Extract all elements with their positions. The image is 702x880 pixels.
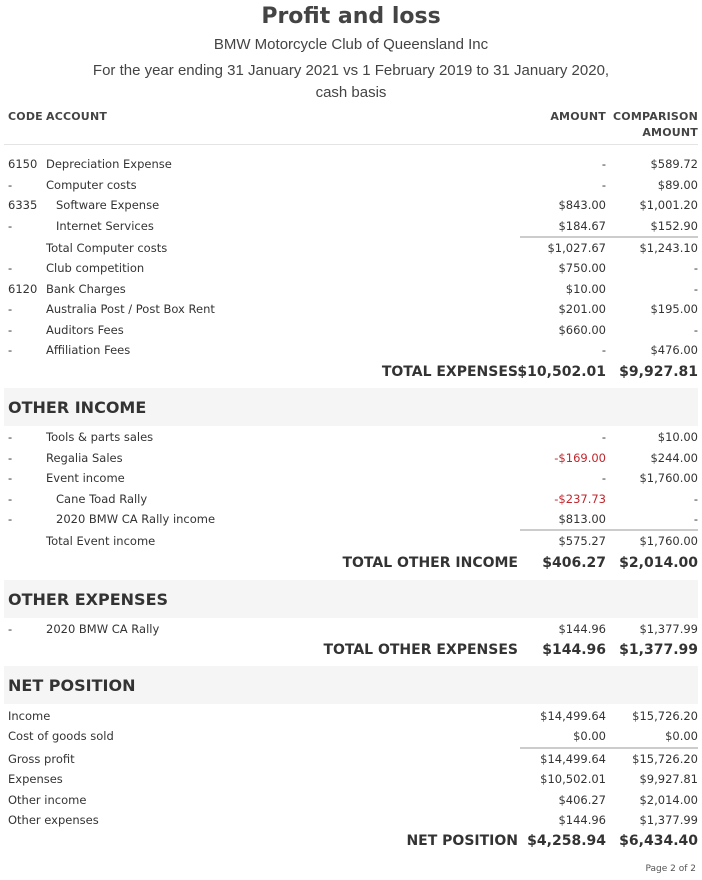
row-code: - (8, 261, 13, 275)
row-comparison: $244.00 (650, 451, 698, 465)
row-account: Depreciation Expense (46, 157, 172, 171)
row-comparison: $589.72 (650, 157, 698, 171)
row-amount: $660.00 (558, 323, 606, 337)
row-amount: -$169.00 (554, 451, 606, 465)
table-row (0, 468, 702, 488)
row-amount: $144.96 (558, 813, 606, 827)
row-amount: - (601, 343, 606, 357)
table-row (0, 790, 702, 810)
report-period: For the year ending 31 January 2021 vs 1 February 2019 to 31 January 2020, (92, 62, 610, 79)
row-comparison: $89.00 (657, 178, 698, 192)
table-row (0, 320, 702, 340)
row-amount: - (601, 471, 606, 485)
row-comparison: - (693, 492, 698, 506)
column-header-comparison-amount: AMOUNT (642, 126, 698, 139)
row-amount: $0.00 (573, 729, 606, 743)
row-amount: $406.27 (558, 793, 606, 807)
row-amount: $10.00 (565, 282, 606, 296)
row-comparison: $195.00 (650, 302, 698, 316)
section-net-position (4, 666, 698, 704)
column-header-comparison: COMPARISON (613, 110, 698, 123)
row-amount: $184.67 (558, 219, 606, 233)
row-code: - (8, 323, 13, 337)
row-comparison: - (693, 512, 698, 526)
total-other-expenses-comparison: $1,377.99 (619, 642, 698, 658)
table-row (0, 810, 702, 830)
table-row (0, 340, 702, 360)
row-comparison: $10.00 (657, 430, 698, 444)
row-account: Other income (8, 793, 87, 807)
row-code: - (8, 492, 13, 506)
net-position-comparison: $6,434.40 (619, 833, 698, 849)
report-basis: cash basis (315, 84, 387, 101)
row-amount: $813.00 (558, 512, 606, 526)
net-position-amount: $4,258.94 (527, 833, 606, 849)
row-comparison: $2,014.00 (639, 793, 698, 807)
table-row (0, 195, 702, 215)
row-account: Auditors Fees (46, 323, 124, 337)
row-account: Event income (46, 471, 125, 485)
row-account: 2020 BMW CA Rally income (56, 512, 216, 526)
page-number: Page 2 of 2 (645, 864, 696, 874)
table-row (0, 258, 702, 278)
total-expenses-label: TOTAL EXPENSES (381, 364, 518, 380)
section-heading: NET POSITION (8, 676, 136, 695)
row-account: Software Expense (56, 198, 160, 212)
row-comparison: $1,377.99 (639, 622, 698, 636)
row-comparison: $0.00 (665, 729, 698, 743)
table-row (0, 749, 702, 769)
row-code: 6120 (8, 282, 38, 296)
row-account: Club competition (46, 261, 145, 275)
row-account: Bank Charges (46, 282, 126, 296)
column-header-amount: AMOUNT (550, 110, 606, 123)
total-expenses-comparison: $9,927.81 (619, 364, 698, 380)
row-account: Cost of goods sold (8, 729, 114, 743)
row-account: Affiliation Fees (46, 343, 131, 357)
row-code: - (8, 512, 13, 526)
row-amount: - (601, 430, 606, 444)
row-code: - (8, 219, 13, 233)
subtotal-row (0, 531, 702, 551)
row-comparison: - (693, 261, 698, 275)
table-row (0, 769, 702, 789)
row-comparison: $152.90 (650, 219, 698, 233)
total-other-income-comparison: $2,014.00 (619, 555, 698, 571)
row-code: - (8, 178, 13, 192)
column-header-code: CODE (8, 110, 43, 123)
row-amount: $10,502.01 (540, 772, 606, 786)
row-amount: $201.00 (558, 302, 606, 316)
row-comparison: $15,726.20 (632, 709, 698, 723)
total-other-expenses-amount: $144.96 (542, 642, 606, 658)
row-account: Australia Post / Post Box Rent (46, 302, 215, 316)
row-amount: - (601, 178, 606, 192)
table-row (0, 509, 702, 529)
row-account: Regalia Sales (46, 451, 123, 465)
row-account: Total Computer costs (46, 241, 168, 255)
total-expenses-row (0, 362, 702, 384)
table-row (0, 175, 702, 195)
row-comparison: $1,243.10 (639, 241, 698, 255)
row-code: - (8, 343, 13, 357)
total-other-income-label: TOTAL OTHER INCOME (342, 555, 518, 571)
row-code: 6150 (8, 157, 38, 171)
row-comparison: $1,760.00 (639, 471, 698, 485)
table-row (0, 448, 702, 468)
row-comparison: $9,927.81 (639, 772, 698, 786)
row-code: - (8, 622, 13, 636)
total-other-income-row (0, 553, 702, 575)
row-amount: $750.00 (558, 261, 606, 275)
row-code: - (8, 451, 13, 465)
row-amount: $843.00 (558, 198, 606, 212)
row-amount: $575.27 (558, 534, 606, 548)
table-row (0, 489, 702, 509)
section-heading: OTHER INCOME (8, 398, 147, 417)
row-account: Computer costs (46, 178, 137, 192)
subtotal-row (0, 238, 702, 258)
row-code: - (8, 471, 13, 485)
table-row (0, 154, 702, 174)
row-comparison: $1,377.99 (639, 813, 698, 827)
total-other-expenses-row (0, 640, 702, 662)
row-amount: -$237.73 (554, 492, 606, 506)
header-divider (4, 144, 698, 145)
row-comparison: - (693, 323, 698, 337)
row-code: - (8, 302, 13, 316)
section-heading: OTHER EXPENSES (8, 590, 169, 609)
section-other-income (4, 388, 698, 426)
row-account: Cane Toad Rally (56, 492, 148, 506)
row-account: Other expenses (8, 813, 99, 827)
table-row (0, 619, 702, 639)
row-account: Income (8, 709, 51, 723)
row-code: - (8, 430, 13, 444)
row-account: Internet Services (56, 219, 154, 233)
net-position-label: NET POSITION (406, 833, 518, 849)
row-amount: $14,499.64 (540, 752, 606, 766)
row-comparison: - (693, 282, 698, 296)
column-header-account: ACCOUNT (46, 110, 108, 123)
report-title: Profit and loss (261, 4, 441, 29)
organisation-name: BMW Motorcycle Club of Queensland Inc (213, 36, 489, 53)
table-row (0, 706, 702, 726)
row-account: Gross profit (8, 752, 75, 766)
row-amount: - (601, 157, 606, 171)
table-row (0, 279, 702, 299)
row-amount: $14,499.64 (540, 709, 606, 723)
row-account: 2020 BMW CA Rally (46, 622, 160, 636)
row-amount: $144.96 (558, 622, 606, 636)
row-comparison: $1,001.20 (639, 198, 698, 212)
table-row (0, 216, 702, 236)
section-other-expenses (4, 580, 698, 618)
row-account: Total Event income (46, 534, 156, 548)
row-code: 6335 (8, 198, 38, 212)
table-row (0, 299, 702, 319)
row-comparison: $476.00 (650, 343, 698, 357)
row-comparison: $15,726.20 (632, 752, 698, 766)
table-row (0, 427, 702, 447)
total-expenses-amount: $10,502.01 (517, 364, 606, 380)
row-account: Tools & parts sales (46, 430, 154, 444)
net-position-total-row (0, 831, 702, 853)
row-amount: $1,027.67 (547, 241, 606, 255)
row-account: Expenses (8, 772, 63, 786)
total-other-expenses-label: TOTAL OTHER EXPENSES (323, 642, 518, 658)
row-comparison: $1,760.00 (639, 534, 698, 548)
total-other-income-amount: $406.27 (542, 555, 606, 571)
table-row (0, 726, 702, 746)
